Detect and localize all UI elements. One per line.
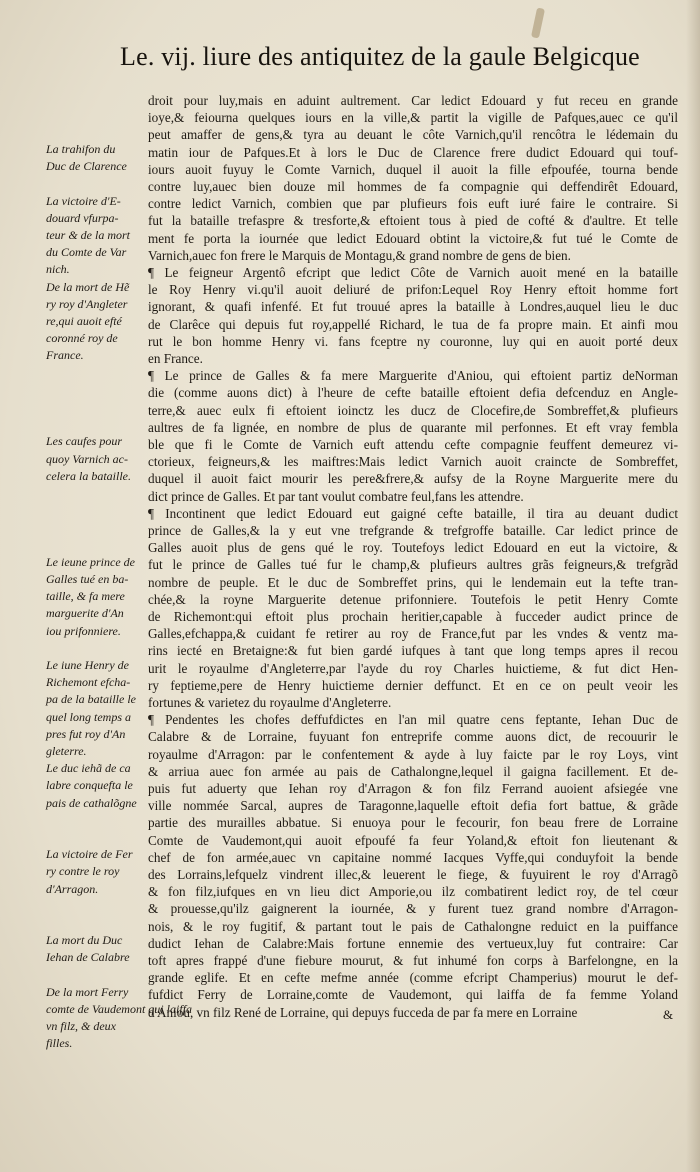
text-line: Comte de Vaudemont,qui auoit efpoufé fa feur Yoland,& eftoit fon lieutenant &	[148, 832, 678, 848]
margin-note-line: De la mort de Hẽ	[46, 279, 130, 294]
text-line: contre ledict Varnich, combien que par plufieurs fois euft iuré faire le contraire. Si	[148, 196, 678, 212]
margin-note-line: vn filz, & deux	[46, 1019, 116, 1034]
margin-note-line: re,qui auoit efté	[46, 314, 122, 328]
page-edge-shadow	[686, 0, 700, 1172]
text-line: puis fut aduerty que Iehan roy d'Arragon & fon filz Ferrand auoient afsiegée vne	[148, 781, 678, 796]
text-line: de Clarêce qui depuis fut roy,appellé Richard, le tua de fa propre main. Et ainfi mou	[148, 316, 678, 332]
text-line: fut le prince de Galles tué fur le champ,& plufieurs aultres grãs feigneurs,& trefgrãd	[148, 557, 678, 573]
text-line: dudict Iehan de Calabre:Mais fortune ennemie des vertueux,luy fut contraire: Car	[148, 935, 678, 951]
margin-note-line: La mort du Duc	[46, 933, 123, 948]
text-line: en France.	[148, 351, 203, 366]
margin-note-line: labre conquefta le	[46, 778, 133, 793]
margin-note-line: Richemont efcha-	[46, 675, 131, 690]
text-line: die (comme auons dict) à l'heure de cefte bataille eftoient defia defcenduz en Angle-	[148, 385, 678, 401]
text-line: ble que fi le Comte de Varnich euft attendu cefte compagnie feuffent demeurez vi-	[148, 437, 678, 452]
margin-note-line: marguerite d'An	[46, 606, 124, 621]
margin-note-line: quel long temps a	[46, 709, 131, 724]
text-line: contre luy,auec bien douze mil hommes de fa compagnie qui deffendirêt Edouard,	[148, 179, 678, 194]
text-line: rins iecté en Bretaigne:& fut bien gardé iufques à tant que long temps apres il recou	[148, 643, 678, 659]
text-line: matin iour de Pafques.Et à lors le Duc de Clarence frere dudict Edouard qui touf-	[148, 144, 678, 160]
text-line: ¶ Le prince de Galles & fa mere Marguerite d'Aniou, qui eftoient partiz deNorman	[148, 368, 678, 384]
text-line: ctorieux, feigneurs,& les maiftres:Mais ledict Varnich auoit craincte de Sombreffet,	[148, 454, 678, 470]
margin-note-line: Iehan de Calabre	[46, 950, 130, 965]
text-line: ¶ Le feigneur Argentô efcript que ledict Côte de Varnich auoit mené en la bataille	[148, 265, 678, 280]
text-line: rut le bon homme Henry vi. fans fceptre ny couronne, luy qui en auoit porté deux	[148, 333, 678, 349]
ink-mark	[531, 7, 545, 38]
text-line: grande eglife. Et en cefte mefme année (comme efcript Champerius) mourut le def-	[148, 970, 678, 986]
text-line: ioye,& feiourna quelques iours en la ville,& partit la vigille de Pafques,auec ce qu'il	[148, 110, 678, 126]
text-line: d'Aniou, vn filz René de Lorraine, qui depuys fucceda de par fa mere en Lorraine	[148, 1004, 578, 1020]
text-line: dict prince de Galles. Et par tant voulut combatre feul,fans les attendre.	[148, 488, 524, 504]
text-line: ville nommée Sarcal, aupres de Taragonne,laquelle eftoit defia fort battue, & grãde	[148, 798, 678, 814]
margin-note-line: Duc de Clarence	[46, 159, 127, 174]
margin-note-line: teur & de la mort	[46, 228, 130, 242]
text-line: Calabre & de Lorraine, fuyuant fon entreprife comme auons dict, de recouurir le	[148, 729, 678, 745]
text-line: le Roy Henry vi.qu'il auoit deliuré de prifon:Lequel Roy Henry eftoit homme fort	[148, 282, 678, 298]
text-line: de Richemont:qui eftoit plus prochain heritier,capable à fucceder audict prince de	[148, 609, 678, 624]
margin-note-line: du Comte de Var	[46, 245, 127, 260]
text-line: chée,& la royne Marguerite detenue prifonniere. Toutefois le petit Henry Comte	[148, 591, 678, 607]
margin-note-line: nich.	[46, 262, 70, 277]
text-line: nombre de peuple. Et le duc de Sombreffet prins, qui le lendemain eut la tefte tran-	[148, 574, 678, 590]
text-line: ment fe porta la iournée que ledict Edouard obtint la victoire,& fut tué le Comte de	[148, 230, 678, 246]
text-line: royaulme d'Arragon: par le confentement & ayde à luy faicte par le roy Loys, vint	[148, 746, 678, 762]
catchword: &	[663, 1007, 674, 1022]
text-line: & fon filz,iufques en vn lieu dict Amporie,ou ilz combatirent ledict roy, de tel cœur	[148, 884, 678, 900]
text-line: Galles auoit plus de gens qué le roy. Toutefoys ledict Edouard en eut la victoire, &	[148, 540, 678, 556]
margin-note-line: Le ieune prince de	[46, 554, 135, 569]
text-line: chef de fon armée,auec vn capitaine nommé Iacques Vyffe,qui conduyfoit la bende	[148, 849, 678, 865]
text-line: ignorant, & quafi infenfé. Et fut trouué apres la bataille à Londres,auquel lieu le duc	[148, 299, 678, 315]
text-line: nois, & le roy fugitif, & partant tout le pais de Cathalongne reduict en la puiffance	[148, 918, 678, 934]
margin-note-line: La victoire d'E-	[46, 193, 121, 208]
margin-note-line: pais de cathalõgne	[46, 795, 137, 810]
margin-note-line: De la mort Ferry	[46, 984, 129, 999]
text-line: iours auoit fuyuy le Comte Varnich, duquel il auoit la fille efpoufée, tourna bende	[148, 161, 678, 177]
text-line: ry feptieme,pere de Henry huictieme dernier deffunct. Et en ce on peult veoir les	[148, 677, 678, 693]
margin-note-line: Le duc iehã de ca	[46, 761, 131, 776]
margin-note-line: Galles tué en ba-	[46, 572, 129, 586]
text-line: urit le royaulme d'Angleterre,par l'ayde du roy Charles huictieme, & fut dict Hen-	[148, 660, 678, 676]
margin-note-line: celera la bataille.	[46, 468, 131, 483]
text-line: des Lorrains,lefquelz vindrent illec,& leuerent le fiege, & fuyuirent le roy d'Arragõ	[148, 867, 678, 882]
text-line: duquel il auoit faict mourir les pere&frere,& aufsy de la Royne Marguerite mere du	[148, 471, 678, 487]
margin-note-line: d'Arragon.	[46, 881, 99, 896]
margin-note-line: quoy Varnich ac-	[46, 451, 128, 466]
text-line: Galles,efchappa,& cuidant fe retirer au roy de France,fut par les vndes & ventz ma-	[148, 626, 678, 642]
margin-note-line: ry contre le roy	[46, 864, 120, 879]
text-line: & arriua auec fon armée au pais de Cathalongne,lequel il gaigna facillement. Et de-	[148, 763, 678, 779]
text-line: ¶ Incontinent que ledict Edouard eut gaigné cefte bataille, il tira au deuant dudict	[148, 505, 678, 521]
margin-note-line: coronné roy de	[46, 331, 118, 346]
margin-note-line: iou prifonniere.	[46, 623, 121, 638]
text-line: prince de Galles,& la y eut vne trefgrande & trefgroffe bataille. Car ledict prince de	[148, 523, 678, 538]
margin-note-line: douard vfurpa-	[46, 210, 119, 225]
text-line: terre,& auec eulx fi eftoient ioinctz les ducz de Clocefire,de Sombreffet,& plufieurs	[148, 402, 678, 418]
margin-note-line: pres fut roy d'An	[46, 726, 126, 741]
text-line: aultres de fa lignée, en nombre de plus de quarante mil perfonnes. Et eft vray fembla	[148, 419, 678, 435]
text-line: fut la bataille trefaspre & tresforte,& eftoient tous à pied de cofté & d'aultre. Et telle	[148, 213, 678, 229]
margin-note-line: taille, & fa mere	[46, 589, 125, 604]
margin-note-line: ry roy d'Angleter	[46, 296, 128, 311]
text-line: peut amaffer de gens,& tyra au deuant le côte Varnich,qu'il rencôtra le lédemain du	[148, 127, 678, 143]
margin-note-line: Le iune Henry de	[46, 658, 129, 672]
running-title: Le. vij. liure des antiquitez de la gaule Belgicque	[120, 42, 640, 71]
text-line: ¶ Pendentes les chofes deffufdictes en l'an mil quatre cens feptante, Iehan Duc de	[148, 712, 678, 728]
text-line: toft apres frappé d'une fiebure mourut, & fut inhumé fon corps à Barfelongne, en la	[148, 953, 678, 968]
text-line: Varnich,auec fon frere le Marquis de Montagu,& grand nombre de gens de bien.	[148, 247, 571, 263]
text-line: fortunes & varietez du royaulme d'Angleterre.	[148, 695, 392, 710]
margin-note-line: France.	[46, 348, 84, 363]
margin-note-line: Les caufes pour	[46, 434, 122, 449]
text-line: fufdict Ferry de Lorraine,comte de Vaudemont, qui laiffa de fa femme Yoland	[148, 987, 678, 1003]
margin-note-line: La victoire de Fer	[46, 847, 133, 862]
margin-note-line: La trahifon du	[46, 142, 116, 156]
margin-note-line: comte de Vaudemont qui laiffa	[46, 1002, 192, 1016]
text-line: & prouesse,qu'ilz gaignerent la iournée, & y furent tuez grand nombre d'Arragon-	[148, 901, 678, 917]
text-line: partie des murailles abbatue. Si enuoya pour le fecourir, fon beau frere de Lorraine	[148, 815, 678, 831]
margin-note-line: pa de la bataille le	[46, 692, 136, 707]
text-line: droit pour luy,mais en aduint aultrement. Car ledict Edouard y fut receu en grande	[148, 93, 678, 108]
margin-note-line: gleterre.	[46, 744, 87, 758]
margin-note-line: filles.	[46, 1036, 73, 1051]
